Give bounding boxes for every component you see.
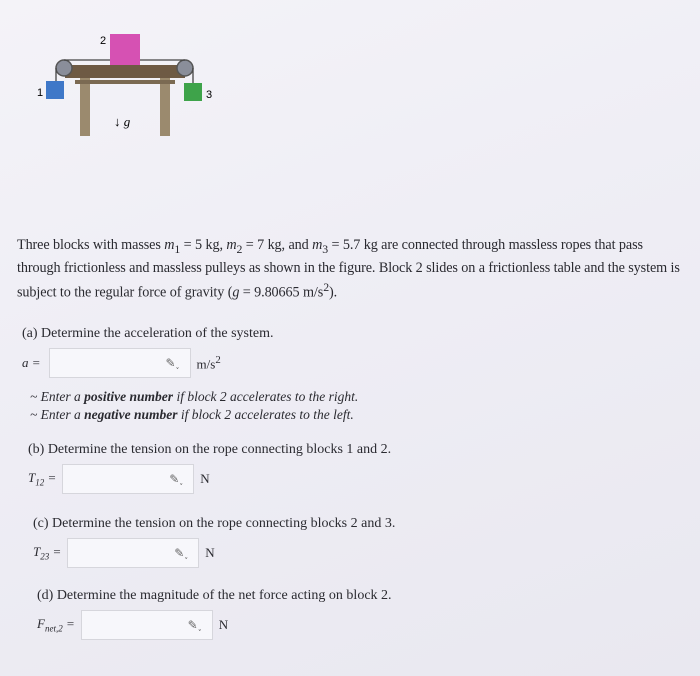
acceleration-input[interactable] (49, 348, 191, 378)
hint-emphasis: positive number (84, 389, 174, 404)
problem-statement (17, 236, 685, 303)
net-force-input[interactable] (81, 610, 213, 640)
mass-symbol: m (312, 237, 323, 253)
hint-positive (30, 388, 358, 406)
tension-12-input[interactable] (62, 464, 194, 494)
net-force-unit: N (218, 617, 229, 632)
pulley-diagram-svg (20, 18, 230, 148)
variable-subscript: 23 (40, 551, 50, 562)
part-d (37, 588, 392, 640)
block-1-label: 1 (37, 87, 44, 99)
equals-sign: = (62, 616, 75, 632)
table-top (65, 65, 185, 78)
problem-text: = 7 kg, and (242, 237, 313, 253)
block-2-label: 2 (100, 35, 107, 47)
part-a-variable (22, 355, 41, 371)
mass-subscript: 2 (236, 241, 243, 256)
tension-23-unit: N (205, 545, 215, 560)
mass-symbol: m (226, 237, 237, 253)
hint-emphasis: negative number (84, 407, 178, 422)
hint-text: if block 2 accelerates to the left. (177, 407, 354, 422)
gravity-arrow-label: ↓ g⃗ (114, 114, 141, 129)
part-d-variable (37, 616, 75, 634)
problem-text: ). (329, 284, 338, 301)
pencil-edit-icon[interactable]: ✎˯ (187, 618, 202, 632)
problem-text: = 9.80665 m/s (239, 284, 324, 301)
variable-subscript: 12 (35, 477, 45, 488)
hint-negative (30, 406, 358, 424)
pencil-edit-icon[interactable]: ✎˯ (165, 356, 180, 370)
variable-symbol: a (22, 355, 29, 370)
pencil-edit-icon[interactable]: ✎˯ (174, 546, 189, 560)
pulley-left (56, 60, 72, 76)
hint-text: ~ Enter a (30, 389, 85, 404)
tension-23-input[interactable] (67, 538, 199, 568)
variable-symbol: T (28, 470, 36, 486)
part-c (33, 516, 395, 568)
acceleration-unit (197, 354, 221, 372)
variable-symbol: T (33, 544, 41, 560)
tension-12-unit: N (200, 471, 210, 486)
problem-text: Three blocks with masses (17, 237, 165, 253)
part-a (22, 326, 358, 424)
pencil-edit-icon[interactable]: ✎˯ (169, 472, 184, 486)
block-3-label: 3 (206, 89, 213, 101)
part-b (28, 442, 391, 494)
unit-text: m/s (196, 356, 216, 372)
part-a-question: (a) Determine the acceleration of the system. (22, 326, 274, 341)
table-leg-right (160, 78, 170, 136)
part-c-question: (c) Determine the tension on the rope connecting blocks 2 and 3. (33, 516, 396, 531)
part-c-variable (33, 544, 61, 562)
part-d-question: (d) Determine the magnitude of the net force acting on block 2. (37, 588, 392, 603)
problem-text: = 5.7 kg are connected through massless ropes that pass through frictionless and massless pulleys as shown in the figure. Block 2 slides on a frictionless table and the system is subject to the regular force of gravity ( (17, 237, 680, 301)
part-b-variable (28, 470, 56, 488)
gravity-symbol: g (232, 284, 240, 301)
block-2 (110, 34, 140, 65)
block-1 (46, 81, 64, 99)
hint-text: ~ Enter a (30, 407, 85, 422)
equals-sign: = (28, 355, 41, 370)
block-3 (184, 83, 202, 101)
variable-subscript: net,2 (44, 623, 63, 634)
part-b-question: (b) Determine the tension on the rope connecting blocks 1 and 2. (28, 442, 392, 457)
pulley-diagram (20, 18, 230, 148)
mass-subscript: 1 (174, 241, 181, 256)
unit-superscript: 2 (323, 279, 330, 294)
pulley-right (177, 60, 193, 76)
problem-text: = 5 kg, (180, 237, 227, 253)
equals-sign: = (44, 470, 57, 486)
mass-subscript: 3 (322, 241, 329, 256)
equals-sign: = (49, 544, 62, 560)
table-apron (75, 80, 175, 84)
hint-text: if block 2 accelerates to the right. (173, 389, 359, 404)
variable-symbol: F (37, 616, 45, 632)
unit-superscript: 2 (215, 353, 221, 366)
mass-symbol: m (164, 237, 175, 253)
table-leg-left (80, 78, 90, 136)
